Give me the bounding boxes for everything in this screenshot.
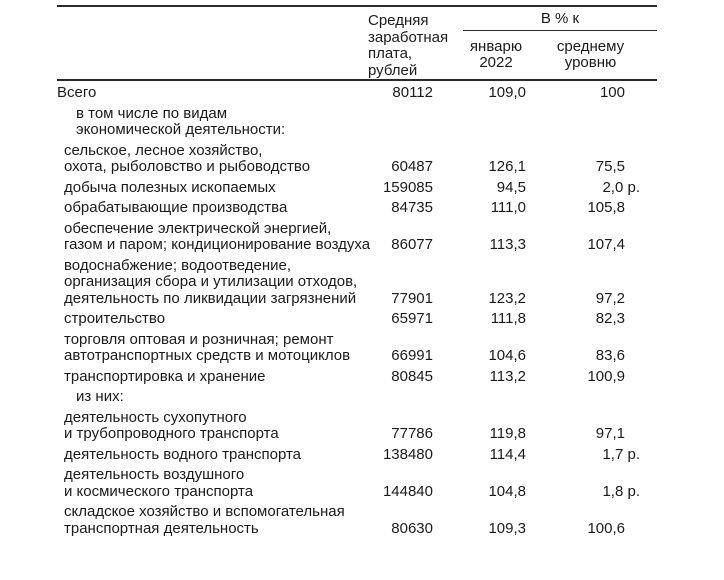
- pct-group-header: [460, 6, 657, 31]
- label-column-header: [57, 6, 352, 80]
- pct-avg-value: [546, 217, 657, 254]
- salary-value: [352, 139, 460, 176]
- pct-jan-value: [460, 443, 546, 464]
- pct-avg-value: [546, 307, 657, 328]
- pct-avg-value: [546, 463, 657, 500]
- pct-jan-value: [460, 463, 546, 500]
- pct-avg-value: [546, 328, 657, 365]
- salary-value: [352, 365, 460, 386]
- salary-value: [352, 500, 460, 537]
- pct-avg-value-text: 1,8 р.: [602, 482, 640, 500]
- pct-avg-value-text: 97,2: [595, 289, 625, 307]
- row-label: в том числе по видам экономической деятельности:: [76, 104, 286, 138]
- row-label: обрабатывающие производства: [64, 199, 288, 216]
- pct-avg-value: [546, 176, 657, 197]
- table-row: [57, 176, 657, 197]
- row-label: деятельность воздушного и космического транспорта: [64, 466, 254, 500]
- pct-jan-value-text: 114,4: [489, 445, 526, 463]
- pct-avg-value: [546, 500, 657, 537]
- salary-value-text: 80112: [392, 84, 433, 101]
- row-label: сельское, лесное хозяйство, охота, рыболовство и рыбоводство: [64, 141, 311, 175]
- salary-value: [352, 196, 460, 217]
- row-label: деятельность водного транспорта: [64, 445, 302, 463]
- pct-avg-value-text: 100: [599, 84, 625, 101]
- salary-value-text: 86077: [391, 236, 433, 253]
- salary-value-text: 77786: [391, 425, 433, 442]
- table-row: [57, 463, 657, 500]
- salary-value: [352, 463, 460, 500]
- salary-value-text: 84735: [391, 199, 433, 216]
- salary-value: [352, 385, 460, 406]
- row-label: торговля оптовая и розничная; ремонт автотранспортных средств и мотоциклов: [64, 330, 351, 364]
- salary-value: [352, 176, 460, 197]
- pct-avg-value: [546, 102, 657, 139]
- salary-value-text: 77901: [391, 289, 433, 307]
- pct-avg-value: [546, 406, 657, 443]
- table-row: [57, 406, 657, 443]
- pct-jan-value: [460, 500, 546, 537]
- pct-jan-value: [460, 328, 546, 365]
- salary-value-text: 80630: [391, 519, 433, 537]
- salary-value: [352, 254, 460, 308]
- pct-jan-value: [460, 80, 546, 102]
- pct-jan-value: [460, 385, 546, 406]
- pct-jan-value: [460, 176, 546, 197]
- pct-jan-value-text: 111,8: [490, 310, 526, 327]
- salary-value: [352, 406, 460, 443]
- table-row: [57, 139, 657, 176]
- jan-2022-column-header: январю 2022: [460, 31, 546, 80]
- pct-jan-value-text: 104,8: [488, 482, 526, 500]
- row-label: деятельность сухопутного и трубопроводного транспорта: [64, 408, 279, 442]
- salary-value-text: 65971: [391, 310, 433, 327]
- table-row: [57, 500, 657, 537]
- pct-jan-value: [460, 365, 546, 386]
- salary-value-text: 159085: [382, 178, 433, 196]
- pct-avg-value: [546, 385, 657, 406]
- pct-jan-value-text: 123,2: [488, 289, 526, 307]
- pct-avg-value-text: 82,3: [595, 310, 625, 327]
- pct-jan-value: [460, 196, 546, 217]
- pct-jan-value: [460, 254, 546, 308]
- pct-jan-value-text: 94,5: [496, 178, 526, 196]
- pct-avg-value: [546, 139, 657, 176]
- salary-value-text: 144840: [382, 482, 433, 500]
- salary-value: [352, 443, 460, 464]
- pct-avg-value-text: 105,8: [587, 199, 625, 216]
- table-row: [57, 80, 657, 102]
- table-header: [57, 6, 657, 80]
- pct-jan-value-text: 109,0: [488, 84, 526, 101]
- salary-value-text: 60487: [391, 158, 433, 175]
- salary-value: [352, 307, 460, 328]
- pct-avg-value-text: 97,1: [595, 425, 625, 442]
- pct-jan-value-text: 126,1: [488, 158, 526, 175]
- row-label: добыча полезных ископаемых: [64, 178, 276, 196]
- pct-jan-value-text: 119,8: [489, 425, 526, 442]
- pct-avg-value-text: 83,6: [595, 347, 625, 364]
- salary-value: [352, 328, 460, 365]
- salary-value: [352, 102, 460, 139]
- pct-avg-value-text: 75,5: [595, 158, 625, 175]
- pct-avg-value-text: 2,0 р.: [602, 178, 640, 196]
- table-row: [57, 217, 657, 254]
- table-body: [57, 80, 657, 537]
- salary-value-text: 138480: [382, 445, 433, 463]
- row-label: складское хозяйство и вспомогательная транспортная деятельность: [64, 503, 345, 537]
- pct-jan-value-text: 113,2: [489, 367, 526, 385]
- row-label: из них:: [76, 388, 124, 405]
- row-label: Всего: [57, 84, 97, 101]
- salary-value-text: 66991: [391, 347, 433, 364]
- pct-avg-value-text: 1,7 р.: [602, 445, 640, 463]
- pct-jan-value: [460, 217, 546, 254]
- table-row: [57, 307, 657, 328]
- table-row: [57, 328, 657, 365]
- salary-value: [352, 80, 460, 102]
- row-label: обеспечение электрической энергией, газом и паром; кондиционирование воздуха: [64, 219, 371, 253]
- pct-avg-value-text: 100,6: [587, 519, 625, 537]
- row-label: транспортировка и хранение: [64, 367, 266, 385]
- pct-avg-value: [546, 80, 657, 102]
- wage-table: [57, 5, 657, 537]
- row-label: водоснабжение; водоотведение, организация сбора и утилизации отходов, деятельность по ликвидации загрязнений: [64, 256, 358, 307]
- pct-jan-value: [460, 139, 546, 176]
- pct-avg-value: [546, 196, 657, 217]
- pct-jan-value-text: 111,0: [490, 199, 526, 216]
- salary-column-header: Средняя заработная плата, рублей: [352, 6, 460, 80]
- pct-avg-value-text: 107,4: [587, 236, 625, 253]
- pct-jan-value: [460, 102, 546, 139]
- table-row: [57, 385, 657, 406]
- pct-avg-value: [546, 254, 657, 308]
- salary-value-text: 80845: [391, 367, 433, 385]
- pct-jan-value: [460, 406, 546, 443]
- pct-avg-value: [546, 365, 657, 386]
- pct-jan-value: [460, 307, 546, 328]
- pct-avg-value-text: 100,9: [587, 367, 625, 385]
- avg-level-column-header: среднему уровню: [546, 31, 657, 80]
- table-row: [57, 102, 657, 139]
- pct-jan-value-text: 104,6: [488, 347, 526, 364]
- table-row: [57, 254, 657, 308]
- table-row: [57, 365, 657, 386]
- pct-jan-value-text: 113,3: [489, 236, 526, 253]
- pct-avg-value: [546, 443, 657, 464]
- table-row: [57, 443, 657, 464]
- pct-group-label: В % к: [463, 11, 657, 32]
- table-row: [57, 196, 657, 217]
- row-label: строительство: [64, 310, 166, 327]
- pct-jan-value-text: 109,3: [488, 519, 526, 537]
